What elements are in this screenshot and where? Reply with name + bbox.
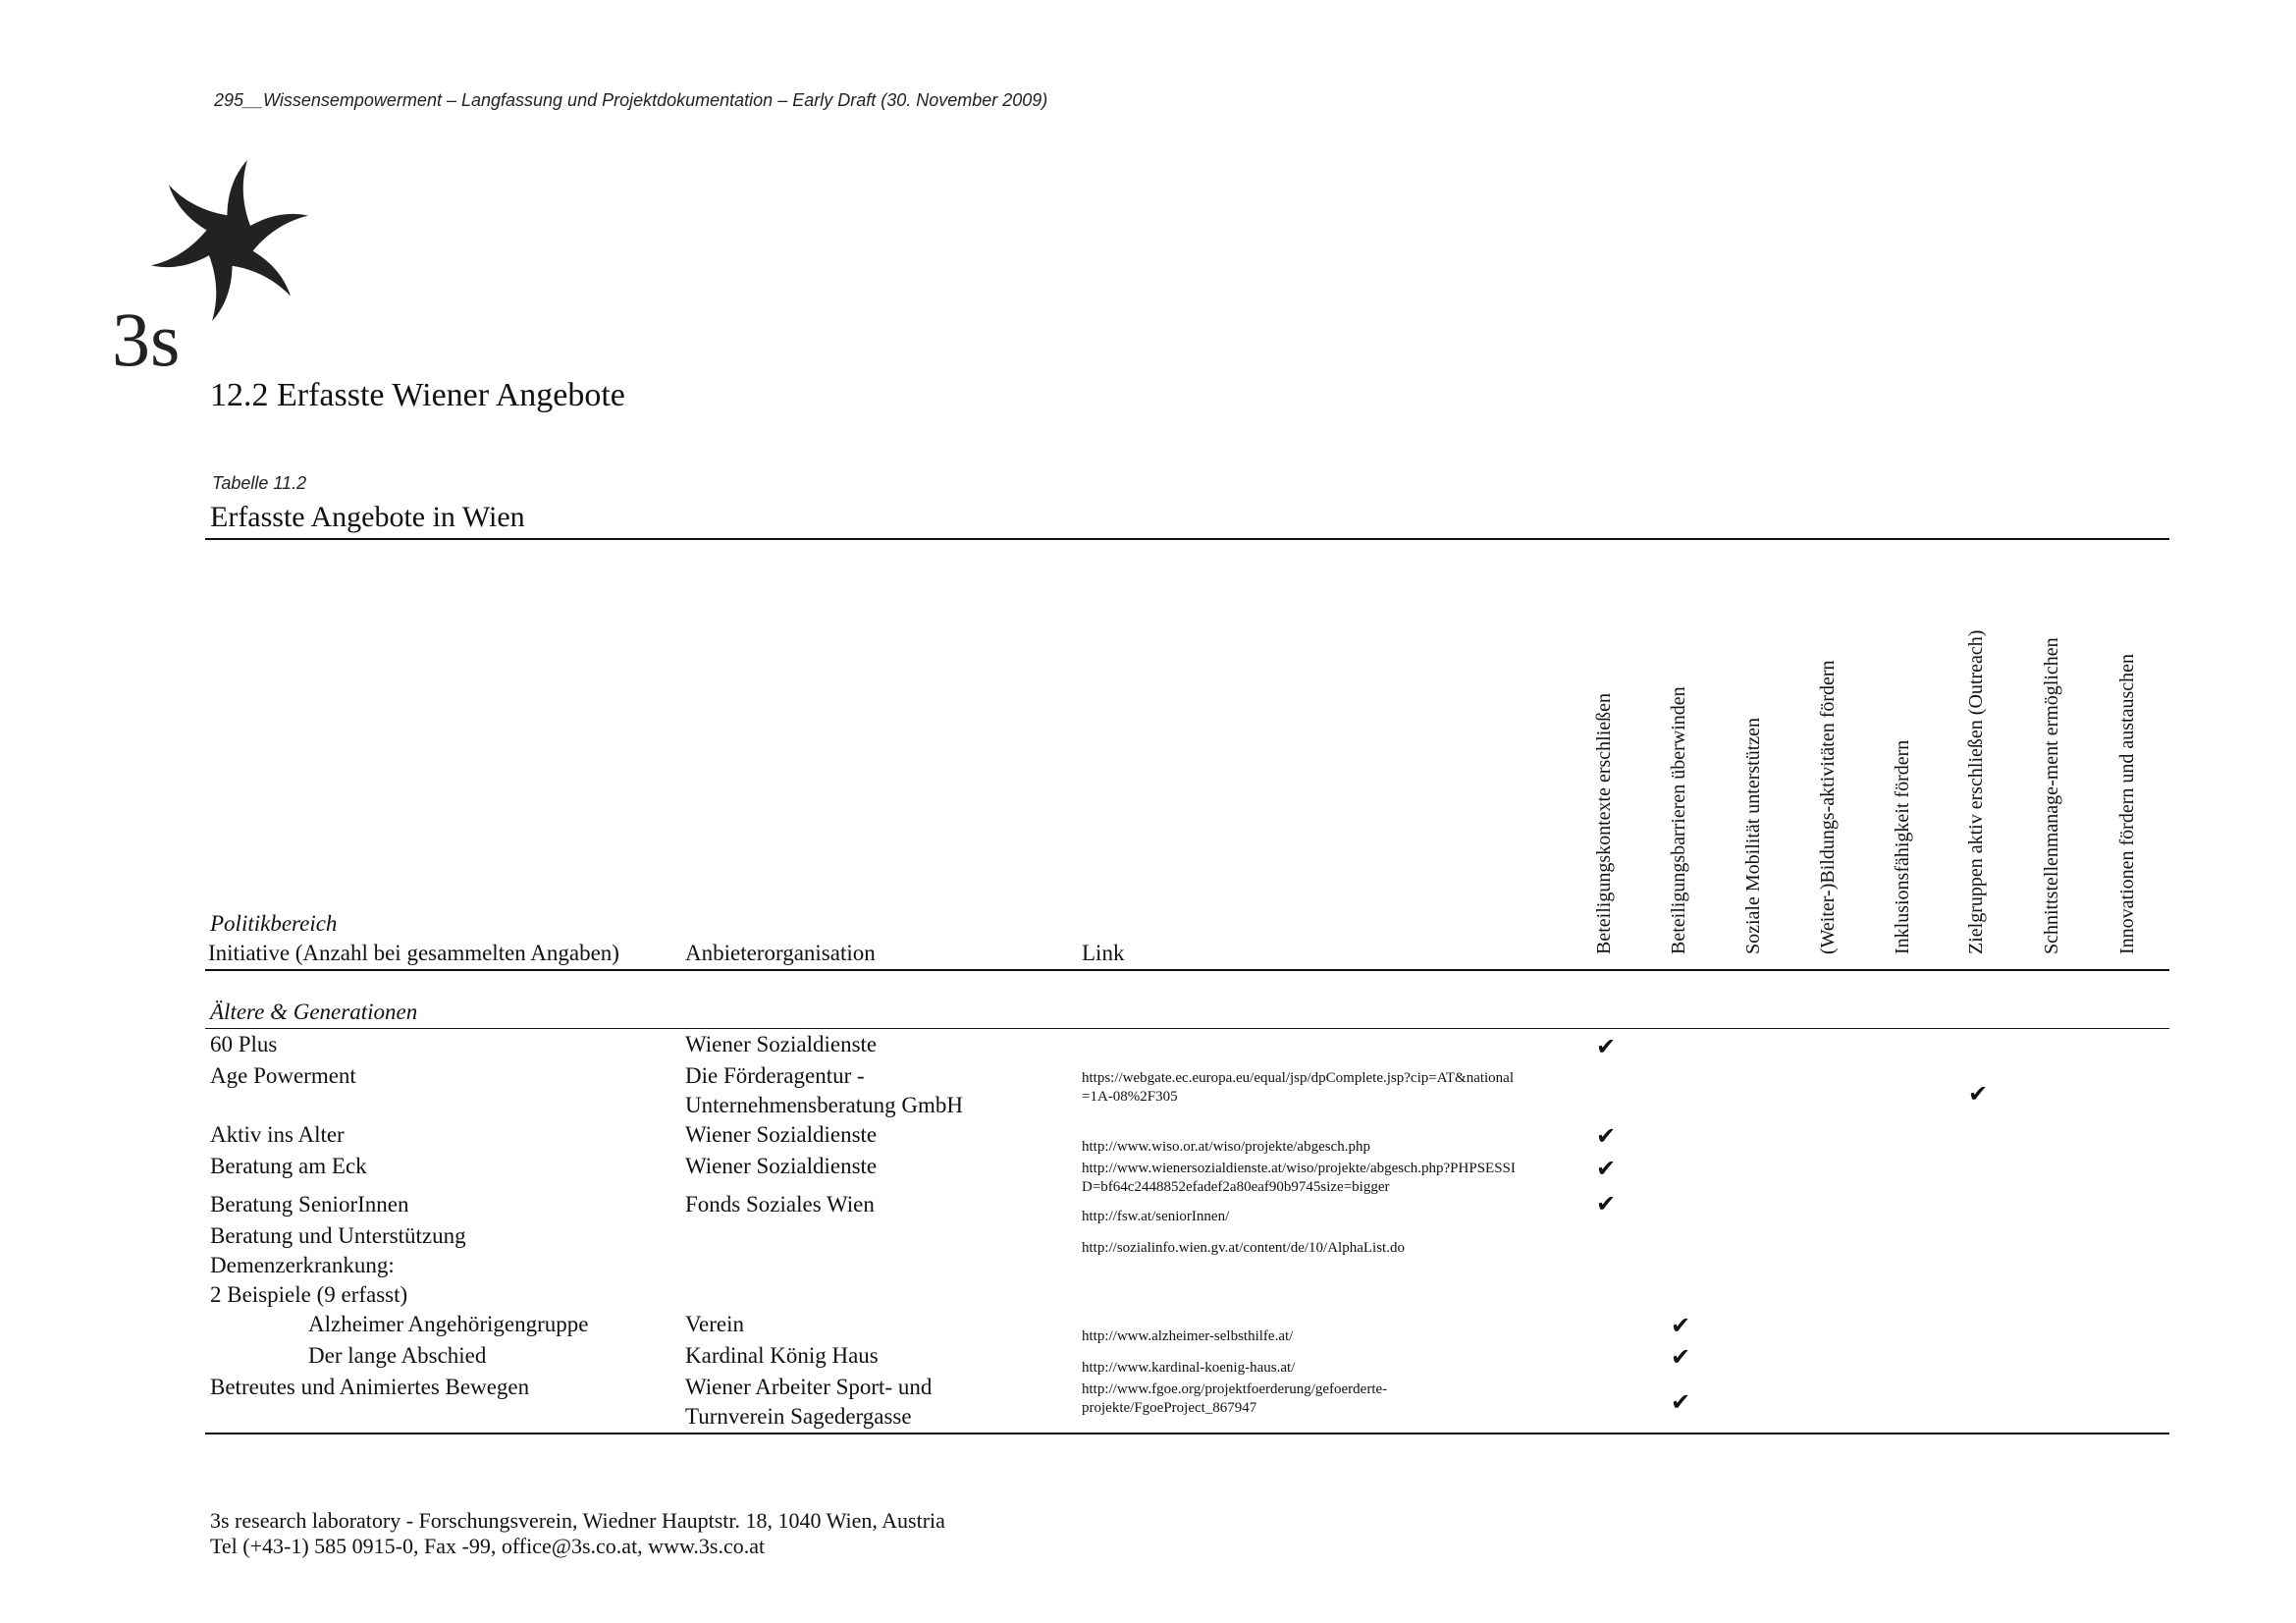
checkmark-icon: ✔ (1596, 1190, 1617, 1217)
initiative-cell: Alzheimer Angehörigengruppe (308, 1312, 589, 1336)
section-title: 12.2 Erfasste Wiener Angebote (210, 377, 625, 413)
link-cell[interactable]: http://sozialinfo.wien.gv.at/content/de/10/AlphaList.do (1082, 1240, 1405, 1256)
criteria-header-2: Beteiligungsbarrieren überwinden (1668, 686, 1689, 954)
column-header-anbieter: Anbieterorganisation (685, 941, 876, 965)
link-cell[interactable]: http://www.kardinal-koenig-haus.at/ (1082, 1360, 1296, 1376)
checkmark-icon: ✔ (1596, 1155, 1617, 1182)
checkmark-icon: ✔ (1671, 1343, 1691, 1371)
checkmark-icon: ✔ (1671, 1388, 1691, 1416)
footer-contact: Tel (+43-1) 585 0915-0, Fax -99, office@3s.co.at, www.3s.co.at (210, 1534, 766, 1558)
initiative-cell: Aktiv ins Alter (210, 1122, 345, 1147)
page-header: 295__Wissensempowerment – Langfassung und Projektdokumentation – Early Draft (30. November 2009) (214, 90, 1048, 110)
checkmark-icon: ✔ (1596, 1033, 1617, 1060)
link-cell[interactable]: http://www.wienersozialdienste.at/wiso/projekte/abgesch.php?PHPSESSI (1082, 1161, 1516, 1176)
table-bottom-rule (205, 1433, 2169, 1434)
footer-address: 3s research laboratory - Forschungsverein, Wiedner Hauptstr. 18, 1040 Wien, Austria (210, 1508, 945, 1533)
anbieter-cell: Kardinal König Haus (685, 1343, 879, 1368)
3s-logo (110, 147, 326, 373)
criteria-header-5: Inklusionsfähigkeit fördern (1892, 739, 1913, 954)
table-label: Tabelle 11.2 (212, 473, 307, 493)
initiative-cell: Betreutes und Animiertes Bewegen (210, 1375, 530, 1399)
initiative-cell: Beratung und Unterstützung (210, 1223, 466, 1248)
anbieter-cell: Wiener Sozialdienste (685, 1032, 878, 1056)
category-label: Ältere & Generationen (210, 1000, 418, 1024)
link-cell[interactable]: http://fsw.at/seniorInnen/ (1082, 1209, 1230, 1224)
anbieter-cell: Die Förderagentur - (685, 1063, 865, 1088)
criteria-header-4: (Weiter-)Bildungs-aktivitäten fördern (1817, 660, 1839, 954)
link-cell[interactable]: http://www.wiso.or.at/wiso/projekte/abgesch.php (1082, 1139, 1370, 1155)
criteria-header-6: Zielgruppen aktiv erschließen (Outreach) (1965, 629, 1987, 954)
initiative-cell: Der lange Abschied (308, 1343, 487, 1368)
column-header-link: Link (1082, 941, 1125, 965)
link-cell[interactable]: =1A-08%2F305 (1082, 1089, 1178, 1105)
column-header-initiative: Initiative (Anzahl bei gesammelten Angaben) (208, 941, 619, 965)
initiative-cell: 2 Beispiele (9 erfasst) (210, 1282, 408, 1307)
criteria-header-7: Schnittstellenmanage-ment ermöglichen (2041, 637, 2062, 954)
initiative-cell: Demenzerkrankung: (210, 1253, 395, 1277)
category-rule (205, 1028, 2169, 1029)
anbieter-cell: Verein (685, 1312, 745, 1336)
anbieter-cell: Wiener Sozialdienste (685, 1122, 878, 1147)
criteria-header-8: Innovationen fördern und austauschen (2116, 653, 2138, 954)
initiative-cell: Age Powerment (210, 1063, 356, 1088)
anbieter-cell: Fonds Soziales Wien (685, 1192, 875, 1217)
link-cell[interactable]: http://www.fgoe.org/projektfoerderung/gefoerderte- (1082, 1381, 1388, 1397)
anbieter-cell: Turnverein Sagedergasse (685, 1404, 912, 1429)
link-cell[interactable]: D=bf64c2448852efadef2a80eaf90b9745size=bigger (1082, 1179, 1390, 1195)
initiative-cell: Beratung am Eck (210, 1154, 367, 1178)
link-cell[interactable]: projekte/FgoeProject_867947 (1082, 1400, 1257, 1416)
link-cell[interactable]: https://webgate.ec.europa.eu/equal/jsp/dpComplete.jsp?cip=AT&national (1082, 1070, 1515, 1086)
link-cell[interactable]: http://www.alzheimer-selbsthilfe.at/ (1082, 1328, 1294, 1344)
checkmark-icon: ✔ (1671, 1312, 1691, 1339)
initiative-cell: Beratung SeniorInnen (210, 1192, 409, 1217)
criteria-header-3: Soziale Mobilität unterstützen (1742, 717, 1764, 954)
column-header-politikbereich: Politikbereich (210, 911, 338, 936)
header-bottom-rule (205, 969, 2169, 971)
criteria-header-1: Beteiligungskontexte erschließen (1593, 692, 1615, 954)
anbieter-cell: Wiener Sozialdienste (685, 1154, 878, 1178)
anbieter-cell: Wiener Arbeiter Sport- und (685, 1375, 933, 1399)
table-title: Erfasste Angebote in Wien (210, 501, 525, 533)
checkmark-icon: ✔ (1596, 1122, 1617, 1150)
logo-text: 3s (112, 297, 181, 373)
initiative-cell: 60 Plus (210, 1032, 278, 1056)
anbieter-cell: Unternehmensberatung GmbH (685, 1093, 963, 1117)
table-top-rule (205, 538, 2169, 540)
checkmark-icon: ✔ (1968, 1080, 1989, 1108)
